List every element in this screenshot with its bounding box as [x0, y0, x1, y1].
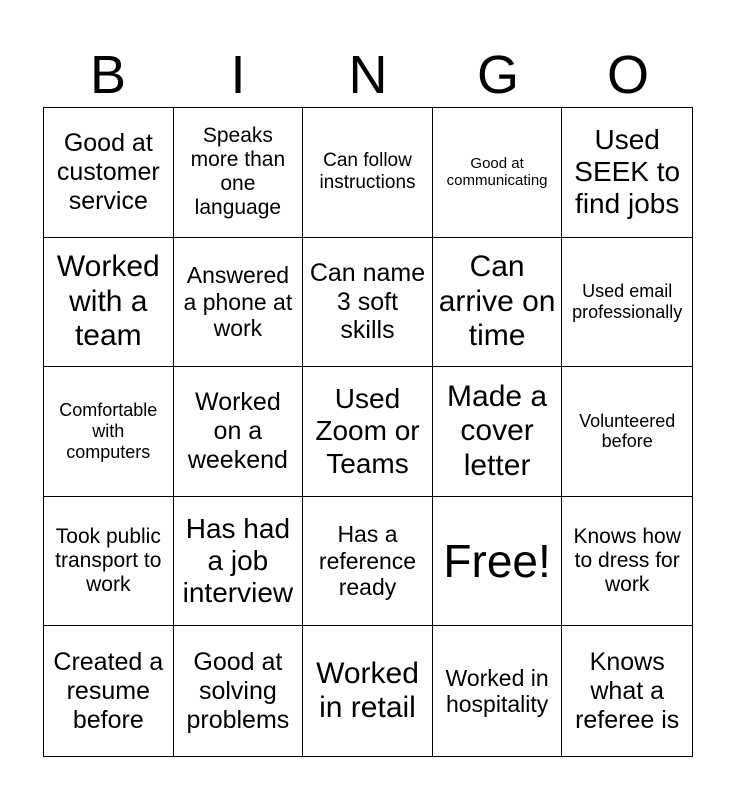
- bingo-header: [43, 46, 693, 104]
- bingo-cell[interactable]: [44, 238, 174, 368]
- bingo-cell[interactable]: [174, 367, 304, 497]
- bingo-cell[interactable]: [562, 108, 692, 238]
- bingo-cell-label: Comfortable with computers: [59, 400, 158, 462]
- bingo-cell-label: Can follow instructions: [319, 150, 416, 194]
- header-letter-i: I: [230, 45, 246, 105]
- bingo-cell-label: Used email professionally: [572, 281, 683, 322]
- bingo-cell[interactable]: [174, 497, 304, 627]
- bingo-cell-label: Worked on a weekend: [187, 388, 288, 474]
- bingo-cell[interactable]: [562, 626, 692, 756]
- bingo-cell-label: Good at communicating: [446, 155, 548, 190]
- bingo-cell-label: Speaks more than one language: [190, 124, 286, 220]
- bingo-cell-label: Can name 3 soft skills: [309, 258, 426, 345]
- bingo-cell-label: Worked with a team: [56, 250, 160, 353]
- bingo-cell[interactable]: [433, 238, 563, 368]
- bingo-cell-label: Used Zoom or Teams: [315, 383, 420, 479]
- bingo-cell-label: Good at customer service: [56, 129, 160, 215]
- bingo-cell-label: Good at solving problems: [186, 648, 290, 734]
- header-letter-g: G: [476, 45, 519, 105]
- bingo-cell-label: Can arrive on time: [438, 250, 556, 353]
- free-space-cell[interactable]: [433, 497, 563, 627]
- bingo-cell[interactable]: [433, 108, 563, 238]
- bingo-cell[interactable]: [303, 367, 433, 497]
- bingo-board: [43, 107, 693, 757]
- bingo-cell[interactable]: [174, 238, 304, 368]
- bingo-cell[interactable]: [562, 238, 692, 368]
- bingo-cell[interactable]: [174, 626, 304, 756]
- bingo-cell-label: Has had a job interview: [182, 512, 294, 609]
- bingo-cell[interactable]: [433, 367, 563, 497]
- bingo-cell[interactable]: [303, 238, 433, 368]
- bingo-cell-label: Worked in hospitality: [445, 664, 549, 718]
- bingo-cell-label: Answered a phone at work: [183, 262, 293, 342]
- bingo-cell-label: Made a cover letter: [447, 379, 548, 482]
- bingo-cell-label: Knows what a referee is: [575, 648, 680, 734]
- bingo-cell-label: Took public transport to work: [55, 524, 162, 597]
- bingo-cell-label: Created a resume before: [53, 648, 164, 734]
- header-letter-b: B: [89, 45, 127, 105]
- bingo-cell[interactable]: [174, 108, 304, 238]
- bingo-cell[interactable]: [44, 497, 174, 627]
- bingo-cell-label: Knows how to dress for work: [573, 524, 681, 597]
- bingo-cell[interactable]: [44, 626, 174, 756]
- header-letter-o: O: [606, 45, 649, 105]
- bingo-cell-label: Worked in retail: [316, 656, 419, 725]
- bingo-cell[interactable]: [433, 626, 563, 756]
- bingo-cell[interactable]: [562, 497, 692, 627]
- bingo-cell[interactable]: [44, 367, 174, 497]
- bingo-cell[interactable]: [303, 626, 433, 756]
- bingo-cell[interactable]: [303, 497, 433, 627]
- bingo-cell-label: Used SEEK to find jobs: [574, 124, 681, 220]
- free-space-label: Free!: [443, 535, 551, 588]
- bingo-cell-label: Has a reference ready: [318, 521, 417, 601]
- bingo-cell[interactable]: [562, 367, 692, 497]
- bingo-cell-label: Volunteered before: [579, 410, 676, 452]
- bingo-cell[interactable]: [44, 108, 174, 238]
- bingo-cell[interactable]: [303, 108, 433, 238]
- header-letter-n: N: [348, 45, 388, 105]
